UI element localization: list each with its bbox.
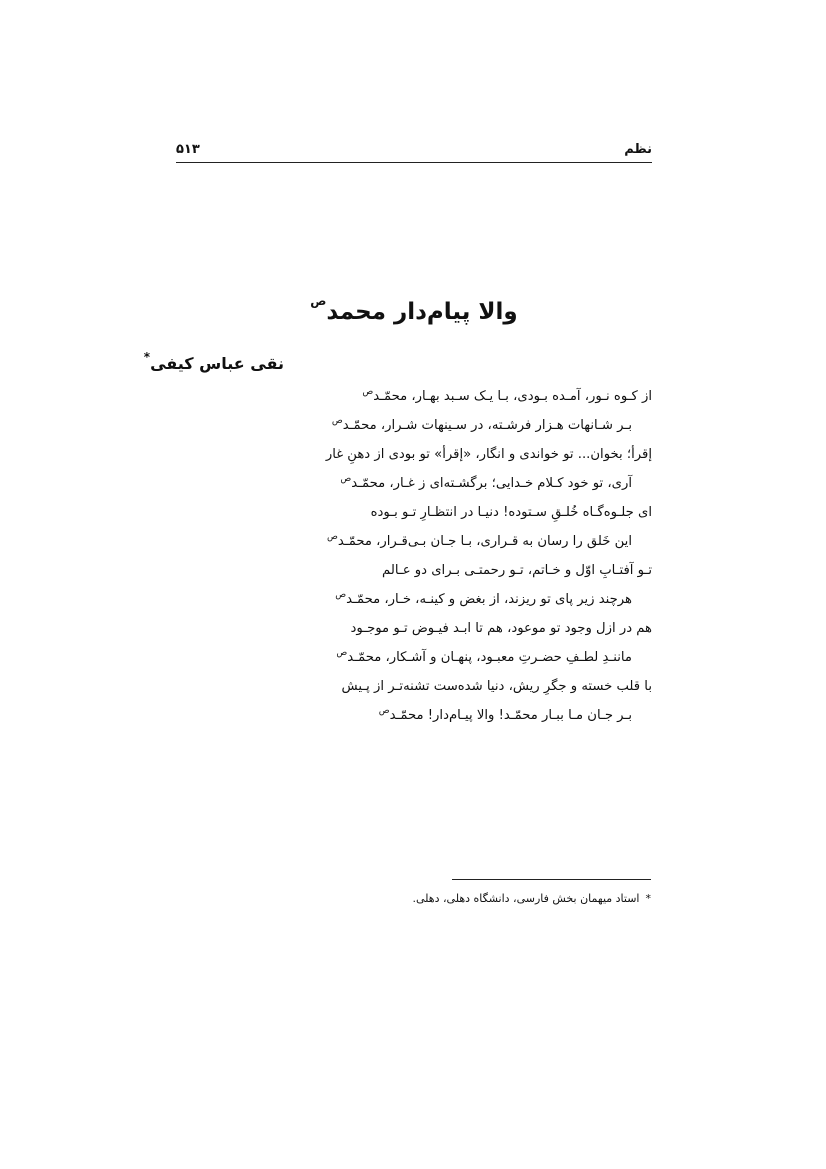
- verse-line: [176, 552, 652, 581]
- verse-line: [176, 378, 652, 407]
- verse-line: [176, 494, 652, 523]
- verse-hemistich: هرچند زیر پای تو ریزند، از بغض و کینـه، خـار، محمّـد$^ص$: [335, 590, 632, 607]
- section-title: نظم: [624, 142, 652, 157]
- poem-title: [176, 294, 652, 325]
- footnote-mark: *: [645, 892, 651, 905]
- verse-hemistich: آری، تو خود کـلام خـدایی؛ برگشـته‌ای ز غـار، محمّـد$^ص$: [340, 474, 632, 491]
- verse-hemistich: این خَلق را رسان به قـراری، بـا جـان بـی‌قـرار، محمّـد$^ص$: [327, 532, 632, 549]
- title-honorific: ص: [310, 294, 327, 308]
- page-number: ۵۱۳: [176, 142, 200, 157]
- verse-line: [176, 697, 652, 726]
- header-rule: [176, 162, 652, 163]
- verse-hemistich: تـو آفتـابِ اوّل و خـاتم، تـو رحمتـی بـرای دو عـالم: [382, 563, 652, 578]
- verse-hemistich: بـر جـان مـا ببـار محمّـد! والا پیـام‌دار! محمّـد$^ص$: [378, 706, 632, 723]
- footnote: [412, 892, 651, 905]
- verse-hemistich: با قلب خسته و جگرِ ریش، دنیا شده‌ست تشنه‌تـر از پـیش: [341, 679, 652, 694]
- author-name: نقی عباس کیفی: [150, 354, 284, 373]
- verse-hemistich: ماننـدِ لطـفِ حضـرتِ معبـود، پنهـان و آشـکار، محمّـد$^ص$: [336, 648, 632, 665]
- poem-verses: [176, 378, 652, 726]
- verse-hemistich: از کـوه نـور، آمـده بـودی، بـا یـک سـبد بهـار، محمّـد$^ص$: [362, 387, 652, 404]
- verse-line: [176, 465, 652, 494]
- verse-line: [176, 639, 652, 668]
- poem-title-text: والا پیام‌دار محمد: [326, 299, 518, 325]
- author-footnote-mark: *: [143, 350, 151, 364]
- verse-line: [176, 610, 652, 639]
- poem-author: [144, 350, 284, 373]
- verse-hemistich: هم در ازل وجود تو موعود، هم تا ابـد فیـوض تـو موجـود: [350, 621, 652, 636]
- verse-line: [176, 407, 652, 436]
- footnote-text: استاد میهمان بخش فارسی، دانشگاه دهلی، دهلی.: [412, 892, 640, 905]
- verse-line: [176, 523, 652, 552]
- verse-line: [176, 668, 652, 697]
- verse-hemistich: إقرأ؛ بخوان... تو خواندی و انگار، «إقرأ» تو بودی از دهنِ غار: [325, 447, 652, 462]
- verse-hemistich: بـر شـانهات هـزار فرشـته، در سـینهات شـرار، محمّـد$^ص$: [331, 416, 632, 433]
- running-head: [176, 142, 652, 164]
- verse-line: [176, 436, 652, 465]
- verse-hemistich: ای جلـوه‌گـاه خُلـقِ سـتوده! دنیـا در انتظـارِ تـو بـوده: [370, 505, 652, 520]
- verse-line: [176, 581, 652, 610]
- footnote-rule: [452, 879, 651, 880]
